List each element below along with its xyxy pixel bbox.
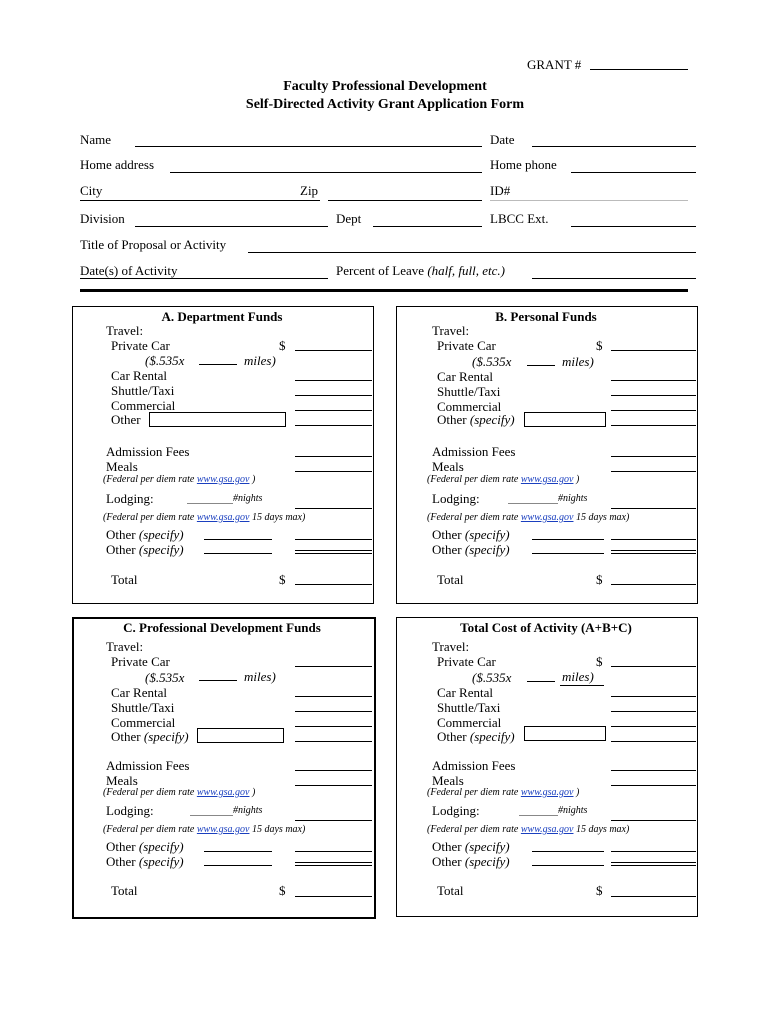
id-label: ID#: [490, 183, 511, 198]
c-lodging-label: Lodging:: [106, 803, 154, 818]
home-address-label: Home address: [80, 157, 155, 172]
a-rate-amount[interactable]: [295, 380, 372, 381]
c-lodging-federal-note: (Federal per diem rate www.gsa.gov 15 days max): [103, 824, 306, 835]
b-other1-amount[interactable]: [611, 539, 696, 540]
b-nights-field[interactable]: [508, 503, 558, 504]
a-nights-field[interactable]: [187, 503, 233, 504]
c-total-label: Total: [111, 883, 138, 898]
t-total-dollar: $: [596, 883, 603, 898]
a-private-car-dollar: $: [279, 338, 286, 353]
a-shuttle-amount[interactable]: [295, 395, 372, 396]
a-total-dollar: $: [279, 572, 286, 587]
t-lodging-federal-note: (Federal per diem rate www.gsa.gov 15 days max): [427, 824, 630, 835]
t-nights-field[interactable]: [519, 815, 558, 816]
c-private-car-amount[interactable]: [295, 666, 372, 667]
c-miles-field[interactable]: [199, 680, 237, 681]
a-total-label: Total: [111, 572, 138, 587]
c-admission-label: Admission Fees: [106, 758, 190, 773]
c-lodging-gsa-link[interactable]: www.gsa.gov: [196, 824, 250, 835]
b-other1-specify-field[interactable]: [532, 539, 604, 540]
t-other2-label: Other (specify): [432, 854, 510, 869]
section-a-title: A. Department Funds: [161, 309, 283, 324]
a-other1-amount[interactable]: [295, 539, 372, 540]
home-phone-label: Home phone: [490, 157, 557, 172]
b-private-car-label: Private Car: [437, 338, 496, 353]
a-rate-label: ($.535x: [145, 353, 185, 368]
a-other-amount[interactable]: [295, 425, 372, 426]
b-other2-specify-field[interactable]: [532, 553, 604, 554]
t-lodging-gsa-link[interactable]: www.gsa.gov: [520, 824, 574, 835]
header-divider: [80, 289, 688, 292]
dates-of-activity-field[interactable]: [80, 278, 328, 279]
t-admission-label: Admission Fees: [432, 758, 516, 773]
zip-label: Zip: [300, 183, 319, 198]
t-private-car-label: Private Car: [437, 654, 496, 669]
t-commercial-label: Commercial: [437, 715, 502, 730]
b-rate-amount[interactable]: [611, 380, 696, 381]
b-miles-label: miles): [562, 354, 594, 369]
a-meals-amount[interactable]: [295, 471, 372, 472]
a-other-specify-input[interactable]: [149, 412, 286, 427]
c-lodging-amount[interactable]: [295, 820, 372, 821]
t-rate-amount[interactable]: [611, 696, 696, 697]
c-commercial-amount[interactable]: [295, 726, 372, 727]
c-other-label: Other (specify): [111, 729, 189, 744]
a-other1-label: Other (specify): [106, 527, 184, 542]
c-private-car-label: Private Car: [111, 654, 170, 669]
t-other2-specify-field[interactable]: [532, 865, 604, 866]
c-other2-label: Other (specify): [106, 854, 184, 869]
b-other1-label: Other (specify): [432, 527, 510, 542]
t-admission-amount[interactable]: [611, 770, 696, 771]
division-field[interactable]: [135, 226, 328, 227]
b-commercial-amount[interactable]: [611, 410, 696, 411]
c-meals-gsa-link[interactable]: www.gsa.gov: [196, 787, 250, 798]
b-meals-label: Meals: [432, 459, 464, 474]
lbcc-ext-label: LBCC Ext.: [490, 211, 549, 226]
b-other-specify-input[interactable]: [524, 412, 606, 427]
b-private-car-dollar: $: [596, 338, 603, 353]
c-shuttle-amount[interactable]: [295, 711, 372, 712]
a-meals-label: Meals: [106, 459, 138, 474]
c-travel-label: Travel:: [106, 639, 144, 654]
a-miles-label: miles): [244, 353, 276, 368]
c-miles-label: miles): [244, 669, 276, 684]
b-lodging-amount[interactable]: [611, 508, 696, 509]
t-rate-label: ($.535x: [472, 670, 512, 685]
a-lodging-federal-note: (Federal per diem rate www.gsa.gov 15 days max): [103, 512, 306, 523]
t-meals-amount[interactable]: [611, 785, 696, 786]
b-meals-federal-note: (Federal per diem rate www.gsa.gov ): [427, 474, 580, 485]
c-shuttle-label: Shuttle/Taxi: [111, 700, 175, 715]
a-other2-amount[interactable]: [295, 550, 372, 554]
a-private-car-amount[interactable]: [295, 350, 372, 351]
t-miles-label: miles): [562, 669, 594, 684]
form-title-line2: Self-Directed Activity Grant Application Form: [245, 97, 525, 112]
t-travel-label: Travel:: [432, 639, 470, 654]
t-lodging-amount[interactable]: [611, 820, 696, 821]
a-commercial-amount[interactable]: [295, 410, 372, 411]
t-other2-amount[interactable]: [611, 862, 696, 866]
percent-of-leave-label: Percent of Leave (half, full, etc.): [336, 263, 505, 278]
c-other-specify-input[interactable]: [197, 728, 284, 743]
grant-number-field[interactable]: [590, 69, 688, 70]
c-other2-amount[interactable]: [295, 862, 372, 866]
b-miles-field[interactable]: [527, 365, 555, 366]
b-admission-amount[interactable]: [611, 456, 696, 457]
a-other2-specify-field[interactable]: [204, 553, 272, 554]
b-rate-label: ($.535x: [472, 354, 512, 369]
c-other1-specify-field[interactable]: [204, 851, 272, 852]
b-nights-label: #nights: [558, 493, 588, 504]
dept-label: Dept: [336, 211, 362, 226]
title-of-proposal-label: Title of Proposal or Activity: [80, 237, 227, 252]
b-lodging-federal-note: (Federal per diem rate www.gsa.gov 15 days max): [427, 512, 630, 523]
t-shuttle-label: Shuttle/Taxi: [437, 700, 501, 715]
b-other2-amount[interactable]: [611, 550, 696, 554]
a-commercial-label: Commercial: [111, 398, 176, 413]
c-commercial-label: Commercial: [111, 715, 176, 730]
t-other1-amount[interactable]: [611, 851, 696, 852]
date-field[interactable]: [532, 146, 696, 147]
a-admission-amount[interactable]: [295, 456, 372, 457]
c-total-dollar: $: [279, 883, 286, 898]
t-miles-field[interactable]: [527, 681, 555, 682]
a-admission-label: Admission Fees: [106, 444, 190, 459]
a-private-car-label: Private Car: [111, 338, 170, 353]
zip-field[interactable]: [328, 200, 482, 201]
c-other1-label: Other (specify): [106, 839, 184, 854]
t-other1-specify-field[interactable]: [532, 851, 604, 852]
a-miles-field[interactable]: [199, 364, 237, 365]
city-label: City: [80, 183, 103, 198]
t-meals-gsa-link[interactable]: www.gsa.gov: [520, 787, 574, 798]
t-meals-label: Meals: [432, 773, 464, 788]
b-other-label: Other (specify): [437, 412, 515, 427]
a-travel-label: Travel:: [106, 323, 144, 338]
b-travel-label: Travel:: [432, 323, 470, 338]
b-lodging-label: Lodging:: [432, 491, 480, 506]
t-other1-label: Other (specify): [432, 839, 510, 854]
c-car-rental-label: Car Rental: [111, 685, 167, 700]
dept-field[interactable]: [373, 226, 482, 227]
id-field[interactable]: [490, 200, 688, 201]
a-other-label: Other: [111, 412, 141, 427]
section-c-title: C. Professional Development Funds: [123, 620, 321, 635]
c-meals-label: Meals: [106, 773, 138, 788]
a-lodging-gsa-link[interactable]: www.gsa.gov: [196, 512, 250, 523]
c-admission-amount[interactable]: [295, 770, 372, 771]
a-lodging-label: Lodging:: [106, 491, 154, 506]
b-lodging-gsa-link[interactable]: www.gsa.gov: [520, 512, 574, 523]
a-meals-gsa-link[interactable]: www.gsa.gov: [196, 474, 250, 485]
grant-number-label: GRANT #: [527, 57, 582, 72]
t-other-specify-input[interactable]: [524, 726, 606, 741]
a-nights-label: #nights: [233, 493, 263, 504]
t-shuttle-amount[interactable]: [611, 711, 696, 712]
b-shuttle-label: Shuttle/Taxi: [437, 384, 501, 399]
form-title-line1: Faculty Professional Development: [283, 79, 487, 94]
c-nights-field[interactable]: [190, 815, 233, 816]
title-of-proposal-field[interactable]: [248, 252, 696, 253]
section-b-title: B. Personal Funds: [495, 309, 597, 324]
t-private-car-amount[interactable]: [611, 666, 696, 667]
t-car-rental-label: Car Rental: [437, 685, 493, 700]
b-total-dollar: $: [596, 572, 603, 587]
t-private-car-dollar: $: [596, 654, 603, 669]
t-lodging-label: Lodging:: [432, 803, 480, 818]
c-rate-label: ($.535x: [145, 670, 185, 685]
c-meals-amount[interactable]: [295, 785, 372, 786]
b-private-car-amount[interactable]: [611, 350, 696, 351]
c-other-amount[interactable]: [295, 741, 372, 742]
date-label: Date: [490, 132, 515, 147]
t-total-label: Total: [437, 883, 464, 898]
a-shuttle-label: Shuttle/Taxi: [111, 383, 175, 398]
t-total-amount[interactable]: [611, 896, 696, 897]
b-meals-amount[interactable]: [611, 471, 696, 472]
a-other2-label: Other (specify): [106, 542, 184, 557]
b-shuttle-amount[interactable]: [611, 395, 696, 396]
percent-of-leave-field[interactable]: [532, 278, 696, 279]
c-meals-federal-note: (Federal per diem rate www.gsa.gov ): [103, 787, 256, 798]
lbcc-ext-field[interactable]: [571, 226, 696, 227]
b-total-amount[interactable]: [611, 584, 696, 585]
dates-of-activity-label: Date(s) of Activity: [80, 263, 178, 278]
t-nights-label: #nights: [558, 805, 588, 816]
b-car-rental-label: Car Rental: [437, 369, 493, 384]
name-label: Name: [80, 132, 112, 147]
a-total-amount[interactable]: [295, 584, 372, 585]
a-other1-specify-field[interactable]: [204, 539, 272, 540]
b-total-label: Total: [437, 572, 464, 587]
city-field[interactable]: [80, 200, 320, 201]
t-other-label: Other (specify): [437, 729, 515, 744]
c-nights-label: #nights: [233, 805, 263, 816]
c-total-amount[interactable]: [295, 896, 372, 897]
b-admission-label: Admission Fees: [432, 444, 516, 459]
home-phone-field[interactable]: [571, 172, 696, 173]
a-car-rental-label: Car Rental: [111, 368, 167, 383]
t-miles-underline: [560, 685, 604, 686]
a-lodging-amount[interactable]: [295, 508, 372, 509]
total-cost-title: Total Cost of Activity (A+B+C): [460, 620, 632, 635]
c-other2-specify-field[interactable]: [204, 865, 272, 866]
b-meals-gsa-link[interactable]: www.gsa.gov: [520, 474, 574, 485]
b-other-amount[interactable]: [611, 425, 696, 426]
t-other-amount[interactable]: [611, 741, 696, 742]
b-other2-label: Other (specify): [432, 542, 510, 557]
c-rate-amount[interactable]: [295, 696, 372, 697]
home-address-field[interactable]: [170, 172, 482, 173]
division-label: Division: [80, 211, 125, 226]
t-commercial-amount[interactable]: [611, 726, 696, 727]
t-meals-federal-note: (Federal per diem rate www.gsa.gov ): [427, 787, 580, 798]
name-field[interactable]: [135, 146, 482, 147]
b-commercial-label: Commercial: [437, 399, 502, 414]
c-other1-amount[interactable]: [295, 851, 372, 852]
a-meals-federal-note: (Federal per diem rate www.gsa.gov ): [103, 474, 256, 485]
